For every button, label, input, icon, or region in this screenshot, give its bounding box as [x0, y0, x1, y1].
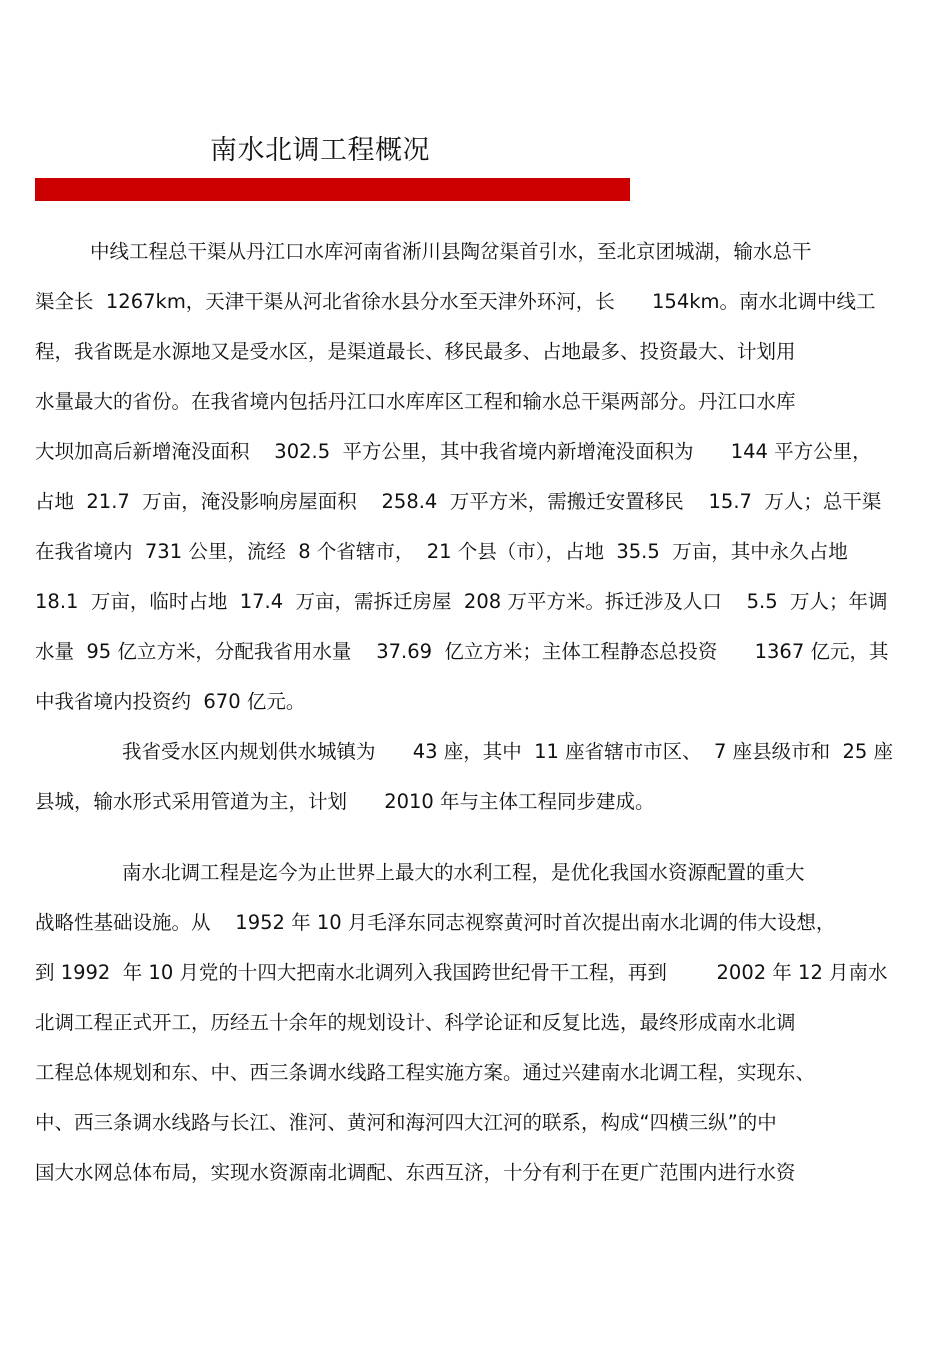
text-line: 中线工程总干渠从丹江口水库河南省淅川县陶岔渠首引水，至北京团城湖，输水总干: [90, 240, 812, 263]
text-line: 18.1 万亩，临时占地 17.4 万亩，需拆迁房屋 208 万平方米。拆迁涉及人口 5.5 万人；年调: [35, 590, 888, 613]
text-line: 在我省境内 731 公里，流经 8 个省辖市， 21 个县（市），占地 35.5 万亩，其中永久占地: [35, 540, 848, 563]
text-line: 到 1992 年 10 月党的十四大把南水北调列入我国跨世纪骨干工程，再到 2002 年 12 月南水: [35, 961, 888, 984]
text-line: 中、西三条调水线路与长江、淮河、黄河和海河四大江河的联系，构成“四横三纵”的中: [35, 1111, 777, 1134]
text-line: 国大水网总体布局，实现水资源南北调配、东西互济，十分有利于在更广范围内进行水资: [35, 1161, 796, 1184]
title-accent-bar: [35, 178, 630, 201]
text-line: 水量最大的省份。在我省境内包括丹江口水库库区工程和输水总干渠两部分。丹江口水库: [35, 390, 796, 413]
text-line: 大坝加高后新增淹没面积 302.5 平方公里，其中我省境内新增淹没面积为 144 平方公里，: [35, 440, 872, 463]
text-line: 北调工程正式开工，历经五十余年的规划设计、科学论证和反复比选，最终形成南水北调: [35, 1011, 796, 1034]
text-line: 工程总体规划和东、中、西三条调水线路工程实施方案。通过兴建南水北调工程，实现东、: [35, 1061, 816, 1084]
text-line: 水量 95 亿立方米，分配我省用水量 37.69 亿立方米；主体工程静态总投资 1367 亿元，其: [35, 640, 889, 663]
text-line: 占地 21.7 万亩，淹没影响房屋面积 258.4 万平方米，需搬迁安置移民 15.7 万人；总干渠: [35, 490, 882, 513]
text-line: 我省受水区内规划供水城镇为 43 座，其中 11 座省辖市市区、 7 座县级市和 25 座: [122, 740, 894, 763]
page-title: 南水北调工程概况: [210, 135, 430, 166]
text-line: 中我省境内投资约 670 亿元。: [35, 690, 306, 713]
text-line: 程，我省既是水源地又是受水区，是渠道最长、移民最多、占地最多、投资最大、计划用: [35, 340, 796, 363]
text-line: 渠全长 1267km，天津干渠从河北省徐水县分水至天津外环河，长 154km。南水北调中线工: [35, 290, 876, 313]
text-line: 县城，输水形式采用管道为主，计划 2010 年与主体工程同步建成。: [35, 790, 655, 813]
text-line: 南水北调工程是迄今为止世界上最大的水利工程，是优化我国水资源配置的重大: [122, 861, 805, 884]
text-line: 战略性基础设施。从 1952 年 10 月毛泽东同志视察黄河时首次提出南水北调的伟大设想，: [35, 911, 836, 934]
